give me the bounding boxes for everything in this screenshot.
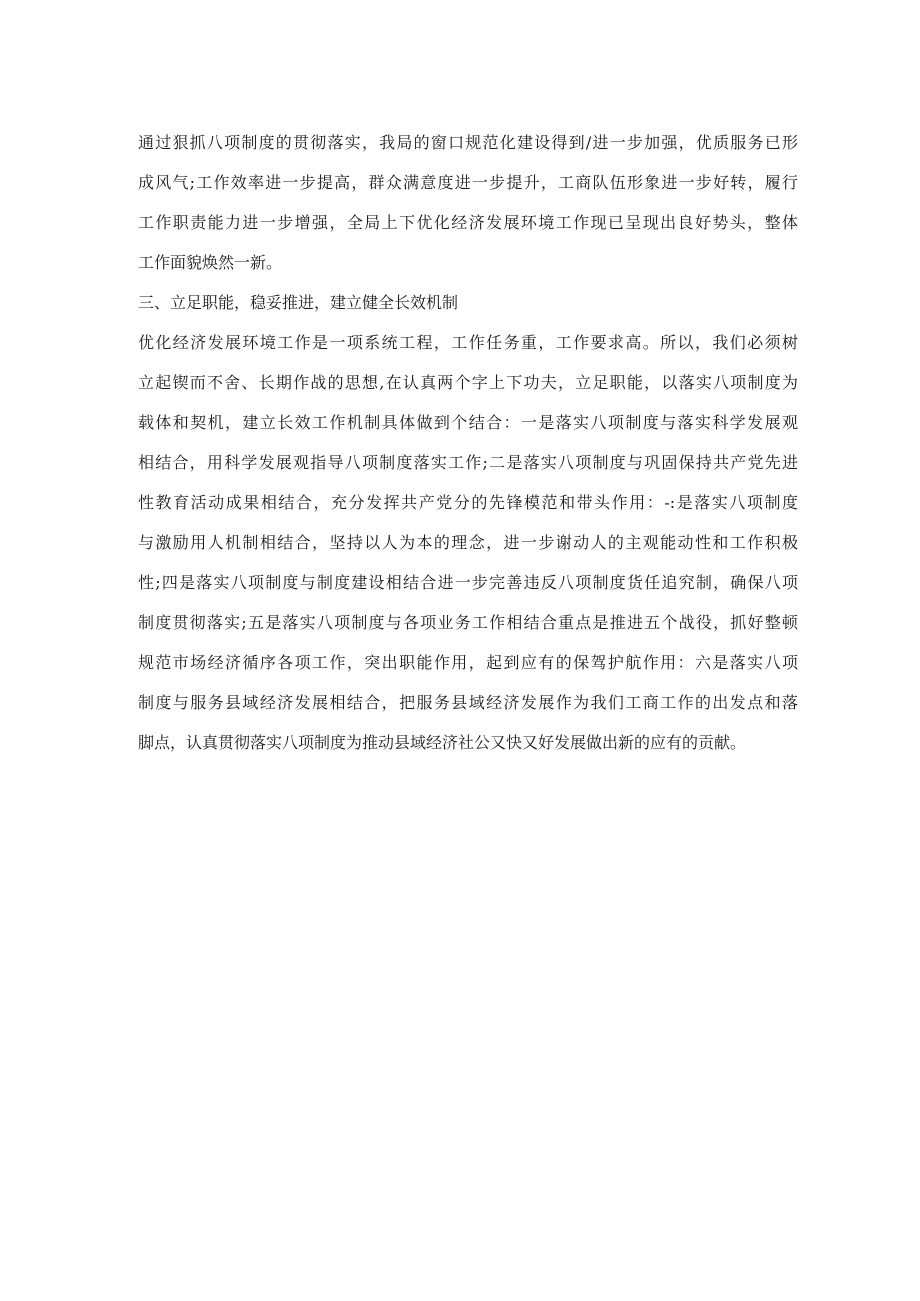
paragraph-line: 性教育活动成果相结合，充分发挥共产党分的先锋模范和带头作用：-:是落实八项制度 [138,493,798,512]
paragraph-line: 相结合，用科学发展观指导八项制度落实工作;二是落实八项制度与巩固保持共产党先进 [138,453,798,472]
paragraph-line: 规范市场经济循序各项工作，突出职能作用，起到应有的保驾护航作用：六是落实八项 [138,653,798,672]
paragraph-line: 立起锲而不舍、长期作战的思想,在认真两个字上下功夫，立足职能，以落实八项制度为 [138,373,798,392]
paragraph-1 [138,123,798,283]
paragraph-2 [138,323,798,763]
paragraph-line: 制度贯彻落实;五是落实八项制度与各项业务工作相结合重点是推进五个战役，抓好整顿 [138,613,798,632]
paragraph-line: 性;四是落实八项制度与制度建设相结合进一步完善违反八项制度货任追究制，确保八项 [138,573,798,592]
paragraph-line: 与激励用人机制相结合，坚持以人为本的理念，进一步谢动人的主观能动性和工作积极 [138,533,798,552]
document-body [138,123,798,763]
paragraph-line: 脚点，认真贯彻落实八项制度为推动县域经济社公又快又好发展做出新的应有的贡献。 [138,733,747,752]
paragraph-line: 成风气;工作效率进一步提高，群众满意度进一步提升，工商队伍形象进一步好转，履行 [138,173,798,192]
paragraph-line: 工作职责能力进一步增强，全局上下优化经济发展环境工作现已呈现出良好势头，整体 [138,213,798,232]
section-heading: 三、立足职能，稳妥推进，建立健全长效机制 [138,293,459,312]
paragraph-line: 工作面貌焕然一新。 [138,253,283,272]
paragraph-line: 制度与服务县域经济发展相结合，把服务县域经济发展作为我们工商工作的出发点和落 [138,693,798,712]
paragraph-line: 通过狠抓八项制度的贯彻落实，我局的窗口规范化建设得到/进一步加强，优质服务已形 [138,133,798,152]
paragraph-line: 载体和契机，建立长效工作机制具体做到个结合：一是落实八项制度与落实科学发展观 [138,413,798,432]
paragraph-line: 优化经济发展环境工作是一项系统工程，工作任务重，工作要求高。所以，我们必须树 [138,333,798,352]
